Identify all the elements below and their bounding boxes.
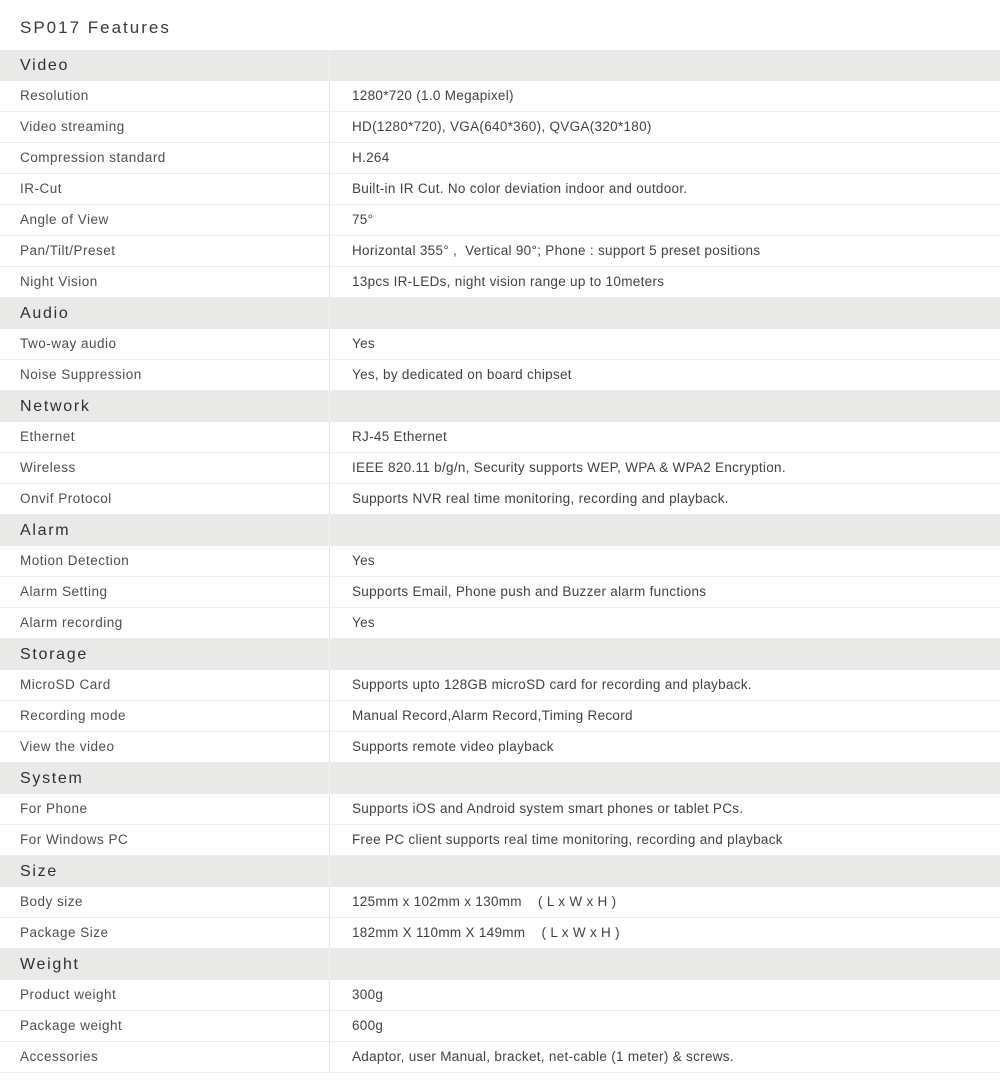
section-rows <box>0 887 1000 949</box>
spec-label: Alarm recording <box>0 608 330 638</box>
spec-row <box>0 825 1000 856</box>
spec-label: Video streaming <box>0 112 330 142</box>
spec-value: Supports Email, Phone push and Buzzer alarm functions <box>352 584 707 599</box>
spec-label: Two-way audio <box>0 329 330 359</box>
spec-value: 600g <box>352 1018 384 1033</box>
spec-label: Onvif Protocol <box>0 484 330 514</box>
spec-section-storage <box>0 639 1000 763</box>
spec-value: 182mm X 110mm X 149mm ( L x W x H ) <box>352 925 620 940</box>
spec-value: 13pcs IR-LEDs, night vision range up to 10meters <box>352 274 665 289</box>
spec-section-alarm <box>0 515 1000 639</box>
spec-label: For Windows PC <box>0 825 330 855</box>
spec-row <box>0 577 1000 608</box>
spec-label: Alarm Setting <box>0 577 330 607</box>
spec-value: IEEE 820.11 b/g/n, Security supports WEP, WPA & WPA2 Encryption. <box>352 460 786 475</box>
spec-row <box>0 918 1000 949</box>
section-title: Weight <box>20 955 80 973</box>
spec-row <box>0 701 1000 732</box>
spec-value: Built-in IR Cut. No color deviation indoor and outdoor. <box>352 181 688 196</box>
spec-label: View the video <box>0 732 330 762</box>
spec-value: 75° <box>352 212 374 227</box>
section-header <box>0 639 1000 670</box>
spec-row <box>0 980 1000 1011</box>
spec-value: Supports NVR real time monitoring, recording and playback. <box>352 491 729 506</box>
section-header <box>0 856 1000 887</box>
section-header <box>0 298 1000 329</box>
section-title: System <box>20 769 84 787</box>
spec-value: Yes <box>352 615 375 630</box>
section-header-right-cell <box>330 298 1000 329</box>
spec-table <box>0 50 1000 1073</box>
spec-row <box>0 422 1000 453</box>
spec-label: For Phone <box>0 794 330 824</box>
section-header-right-cell <box>330 50 1000 81</box>
spec-row <box>0 112 1000 143</box>
spec-row <box>0 174 1000 205</box>
spec-row <box>0 608 1000 639</box>
spec-label: MicroSD Card <box>0 670 330 700</box>
section-header-right-cell <box>330 391 1000 422</box>
spec-value: 1280*720 (1.0 Megapixel) <box>352 88 514 103</box>
spec-label: Pan/Tilt/Preset <box>0 236 330 266</box>
section-rows <box>0 329 1000 391</box>
spec-label: Night Vision <box>0 267 330 297</box>
section-rows <box>0 546 1000 639</box>
section-rows <box>0 670 1000 763</box>
spec-label: Recording mode <box>0 701 330 731</box>
spec-label: Motion Detection <box>0 546 330 576</box>
spec-row <box>0 453 1000 484</box>
spec-section-video <box>0 50 1000 298</box>
spec-label: Noise Suppression <box>0 360 330 390</box>
spec-label: Product weight <box>0 980 330 1010</box>
section-header-left-cell <box>0 639 330 670</box>
spec-label: Angle of View <box>0 205 330 235</box>
spec-label: Wireless <box>0 453 330 483</box>
section-title: Storage <box>20 645 88 663</box>
section-title: Audio <box>20 304 70 322</box>
spec-label: Accessories <box>0 1042 330 1072</box>
spec-row <box>0 670 1000 701</box>
spec-label: Package Size <box>0 918 330 948</box>
spec-row <box>0 205 1000 236</box>
spec-value: Yes <box>352 336 375 351</box>
spec-label: Ethernet <box>0 422 330 452</box>
spec-row <box>0 267 1000 298</box>
spec-label: Resolution <box>0 81 330 111</box>
spec-section-system <box>0 763 1000 856</box>
section-title: Network <box>20 397 91 415</box>
spec-row <box>0 732 1000 763</box>
section-header <box>0 515 1000 546</box>
spec-row <box>0 887 1000 918</box>
spec-section-audio <box>0 298 1000 391</box>
spec-section-weight <box>0 949 1000 1073</box>
spec-section-network <box>0 391 1000 515</box>
section-header-left-cell <box>0 50 330 81</box>
section-rows <box>0 81 1000 298</box>
spec-row <box>0 236 1000 267</box>
spec-row <box>0 484 1000 515</box>
section-header-right-cell <box>330 856 1000 887</box>
spec-value: Manual Record,Alarm Record,Timing Record <box>352 708 633 723</box>
spec-value: HD(1280*720), VGA(640*360), QVGA(320*180) <box>352 119 652 134</box>
spec-label: IR-Cut <box>0 174 330 204</box>
spec-value: Free PC client supports real time monitoring, recording and playback <box>352 832 783 847</box>
section-header-left-cell <box>0 856 330 887</box>
spec-label: Package weight <box>0 1011 330 1041</box>
section-header-right-cell <box>330 515 1000 546</box>
section-header-left-cell <box>0 515 330 546</box>
section-rows <box>0 980 1000 1073</box>
section-header-left-cell <box>0 391 330 422</box>
section-rows <box>0 422 1000 515</box>
section-rows <box>0 794 1000 856</box>
section-header-right-cell <box>330 949 1000 980</box>
spec-value: Yes <box>352 553 375 568</box>
section-header <box>0 763 1000 794</box>
spec-value: 300g <box>352 987 384 1002</box>
spec-value: Adaptor, user Manual, bracket, net-cable (1 meter) & screws. <box>352 1049 734 1064</box>
spec-value: Horizontal 355° , Vertical 90°; Phone : support 5 preset positions <box>352 243 761 258</box>
spec-value: RJ-45 Ethernet <box>352 429 447 444</box>
spec-label: Compression standard <box>0 143 330 173</box>
section-title: Size <box>20 862 58 880</box>
section-title: Alarm <box>20 521 71 539</box>
spec-value: Yes, by dedicated on board chipset <box>352 367 572 382</box>
spec-section-size <box>0 856 1000 949</box>
section-header <box>0 391 1000 422</box>
spec-row <box>0 329 1000 360</box>
spec-row <box>0 360 1000 391</box>
spec-row <box>0 794 1000 825</box>
section-header <box>0 50 1000 81</box>
section-title: Video <box>20 56 70 74</box>
section-header-right-cell <box>330 763 1000 794</box>
spec-label: Body size <box>0 887 330 917</box>
section-header-right-cell <box>330 639 1000 670</box>
spec-value: Supports upto 128GB microSD card for recording and playback. <box>352 677 752 692</box>
spec-row <box>0 81 1000 112</box>
spec-value: Supports remote video playback <box>352 739 554 754</box>
spec-row <box>0 1011 1000 1042</box>
section-header-left-cell <box>0 763 330 794</box>
section-header <box>0 949 1000 980</box>
spec-row <box>0 546 1000 577</box>
spec-row <box>0 143 1000 174</box>
spec-row <box>0 1042 1000 1073</box>
spec-value: Supports iOS and Android system smart phones or tablet PCs. <box>352 801 744 816</box>
section-header-left-cell <box>0 949 330 980</box>
page-title: SP017 Features <box>20 18 171 37</box>
section-header-left-cell <box>0 298 330 329</box>
spec-value: 125mm x 102mm x 130mm ( L x W x H ) <box>352 894 617 909</box>
spec-value: H.264 <box>352 150 390 165</box>
